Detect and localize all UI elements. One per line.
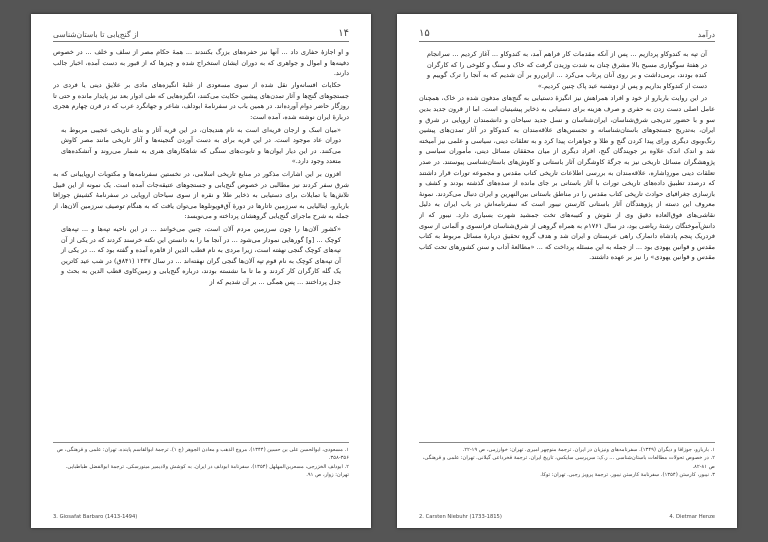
page-header	[53, 26, 349, 42]
paragraph: در این روایت باربارو از خود و افراد همراهش نیز انگیزهٔ دستیابی به گنج‌های مدفون شده در خاک، همچنان عامل اصلی دست زدن به حفری و صرف هزینه برای دستیابی به ذخایر پیشینیان است. اما از قرون جدید بدین سو و با حضور تدریجی شرق‌شناسان، ایران‌شناسان و نسل جدید سیاحان و دانشمندان اروپایی در شرق و ایران، به‌تدریج جستجوهای باستان‌شناسانه و تجسس‌های علاقه‌مندان به کندوکاو در آثار تمدن‌های پیشین رنگ‌وبوی دیگری ورای پیدا کردن گنج و طلا و جواهرات پیدا کرد و به تعلقات دینی، سیاسی و علمی نیز آمیخته شد و اندک اندک علاوه بر جویندگان گنج، افراد دیگری از میان محققان مسائل دینی، مأموران سیاسی و پژوهشگران مسائل تاریخی نیز به جرگهٔ کاوشگران آثار باستانی و کاوش‌های باستان‌شناسی پیوستند. در صدر تعلقات دینی موردِاشاره، علاقه‌مندان به بررسی اطلاعات تاریخی کتاب مقدس و مجموعه تورات قرار داشتند که درصدد تطبیق داده‌های تاریخی تورات با آثار باستانی بر جای مانده از سده‌های گذشته بودند و کشف و بازسازی جغرافیای حوادث تاریخی کتاب مقدس را در مناطق باستانی بین‌النهرین و ایران دنبال می‌کردند. نمونهٔ معروف این دسته از پژوهندگان آثار باستانی کارستن نیبور است که سفرنامه‌اش در باب ایران به دلیل نقاشی‌های فوق‌العاده دقیق وی از نقوش و کتیبه‌های تخت جمشید شهرت بسیاری دارد. نیبور که از دانش‌آموختگان رشتهٔ ریاضی بود، در سال ۱۷۶۱م به همراه گروهی از شرق‌شناسان فرانسوی و آلمانی از سوی فردریک پنجم پادشاه دانمارک راهی عربستان و ایران شد و هدف گروه تحقیق دربارهٔ مسائل مربوط به کتاب مقدس و قوانین یهودی بود ... از جمله به این مسئله پرداخت که ... «مطالعهٔ آداب و سنن کشورهای تحت کتاب مقدس و قوانین یهودی» را نیز بر عهده داشتند.	[419, 94, 715, 262]
page-body	[53, 47, 349, 447]
book-page-left	[31, 14, 371, 528]
page-body	[419, 47, 715, 447]
latin-footnote: 2. Carsten Niebuhr (1733-1815)	[419, 514, 502, 520]
running-title: درآمد	[697, 30, 715, 39]
page-number: ۱۴	[338, 28, 349, 39]
paragraph: حکایات افسانه‌وار نقل شده از سوی مسعودی از غلبهٔ انگیزه‌های مادی بر علایق دینی یا فردی در جستجوهای گنج‌ها و آثار تمدن‌های پیشین حکایت می‌کنند، انگیزه‌هایی که طی ادوار بعد نیز پایدار مانده و حتی تا روزگار حاضر دوام آورده‌اند. در همین باب در سفرنامهٔ ابودلف، شاعر و جهانگرد عرب که در قرن چهارم هجری دربارهٔ ایران نوشته شده، آمده است:	[53, 81, 349, 122]
page-header	[419, 26, 715, 42]
latin-footnotes	[419, 514, 715, 520]
footnote: ۲. در خصوص تحولات مطالعات باستان‌شناسی ... ر.ک: سرپرسی سایکس، تاریخ ایران. ترجمهٔ فخرداعی گیلانی. تهران: علمی و فرهنگی، ص ۸۱-۸۲.	[422, 455, 715, 470]
footnote: ۱. باربارو، جوزافا و دیگران (۱۳۴۹). سفرنامه‌های ونیزیان در ایران. ترجمهٔ منوچهر امیری. تهران: خوارزمی، ص ۱۹-۲۲.	[462, 447, 715, 453]
footnote: ۳. نیبور، کارستن (۱۳۵۴). سفرنامهٔ کارستن نیبور. ترجمهٔ پرویز رجبی. تهران: توکا.	[540, 472, 715, 479]
latin-footnote: 3. Giosafat Barbaro (1413-1494)	[53, 514, 138, 520]
latin-footnote: 4. Dietmar Henze	[669, 514, 715, 520]
quotation: «کشور آلان‌ها را چون سرزمین مردم آلان است، چنین می‌خوانند ... در این ناحیه تپه‌ها و ... تپه‌های کوچک ... [و] گورهایی نمودار می‌شود ... در آنجا ما را به دانستن این نکته خرسند کردند که در یکی از آن تپه‌های کوچک گنجی نهفته است، زیرا مردی به نام قطب الدین از قاهره آمده و گفته بود که ... در یکی از آن تپه‌های کوچک به نام قوم تپه آلان‌ها گنجی گران نهفته‌اند ... در سال ۱۴۳۷ (۸۴۱ق) در شب عید کاترین یک گله کارگران کار کردند و ما تا ما نشسته بودند، درباره گنج‌یابی و زمین‌کاوی قطب الدین به بحث و جدل پرداختند ... پس همگی ... بر آن شدیم که از	[61, 225, 341, 286]
paragraph: و او اجازهٔ حفاری داد ... آنها نیز حفره‌های بزرگ بکنندند ... همهٔ حکام مصر از سلف و خلف ... در خصوص دفینه‌ها و اموال و جواهری که به دوران ایشان استخراج شده و چیزها که از قبور به دست آمده، اخبار جالب دارند.	[53, 48, 349, 78]
page-number: ۱۵	[419, 28, 430, 39]
footnotes	[53, 442, 349, 480]
footnotes	[419, 442, 715, 480]
quotation: آن تپه به کندوکاو پردازیم ... پس از آنکه مقدمات کار فراهم آمد، به کندوکاو ... آغاز کردیم ... سرانجام در هفتهٔ سوگواری مسیح بالا مشرق چنان به شدت وزیدن گرفت که خاک و سنگ و کلوخی را که کارگران کنده بودند، برمی‌داشت و بر روی آنان پرتاب می‌کرد ... ازاین‌رو بر آن شدیم که به آنجا را ترک گوییم و دست از کندوکاو بداریم و پس از دوشنبه عید پاک چنین کردیم.»	[427, 50, 707, 90]
footnote: ۲. ابودلف الخزرجی، مسعربن‌المهلهل (۱۳۵۴). سفرنامهٔ ابودلف در ایران. به کوشش ولادیمیر مینورسکی. ترجمهٔ ابوالفضل طباطبایی. تهران: زوار، ص ۹۱.	[65, 463, 349, 479]
footnote: ۱. مسعودی، ابوالحسن علی بن حسین (۱۳۴۴). مروج الذهب و معادن الجوهر (ج ۱). ترجمهٔ ابوالقاسم پاینده. تهران: علمی و فرهنگی، ص ۳۵۶-۳۵۸.	[56, 447, 349, 462]
paragraph: افزون بر این اشارات مذکور در منابع تاریخی اسلامی، در نخستین سفرنامه‌ها و مکتوبات اروپاییانی که به شرق سفر کردند نیز مطالبی در خصوص گنج‌یابی و جستجوهای عتیقه‌جات آمده است. یک نمونه از این قبیل تلاش‌ها یا تمایلات برای دستیابی به ذخایر طلا و نقره از سوی سیاحان اروپایی در سفرنامهٔ کشیش جوزافا باربارو، ایتالیایی به سرزمین تاتارها در دورهٔ آق‌قویونلوها می‌توان یافت که به هنگام توصیف سرزمین آلان‌ها، از جمله به شرح ماجرای گنج‌یابی گروهشان پرداخته و می‌نویسد:	[53, 170, 349, 221]
book-page-right	[397, 14, 737, 528]
latin-footnotes	[53, 514, 349, 520]
running-title: از گنج‌یابی تا باستان‌شناسی	[53, 30, 139, 39]
quotation: «میان اسک و ارجان قریه‌ای است به نام هندیجان، در این قریه آثار و بنای تاریخی عجیبی مربوط به دوران عاد موجود است. در این قریه برای به دست آوردن گنجینه‌ها و آثار تاریخی مانند مصر کاوش می‌کنند. در این دیار ایوان‌ها و تابوت‌های سنگی که شاهکارهای هنری به شمار می‌روند و آتشکده‌های متعدد وجود دارد.»	[61, 125, 341, 166]
